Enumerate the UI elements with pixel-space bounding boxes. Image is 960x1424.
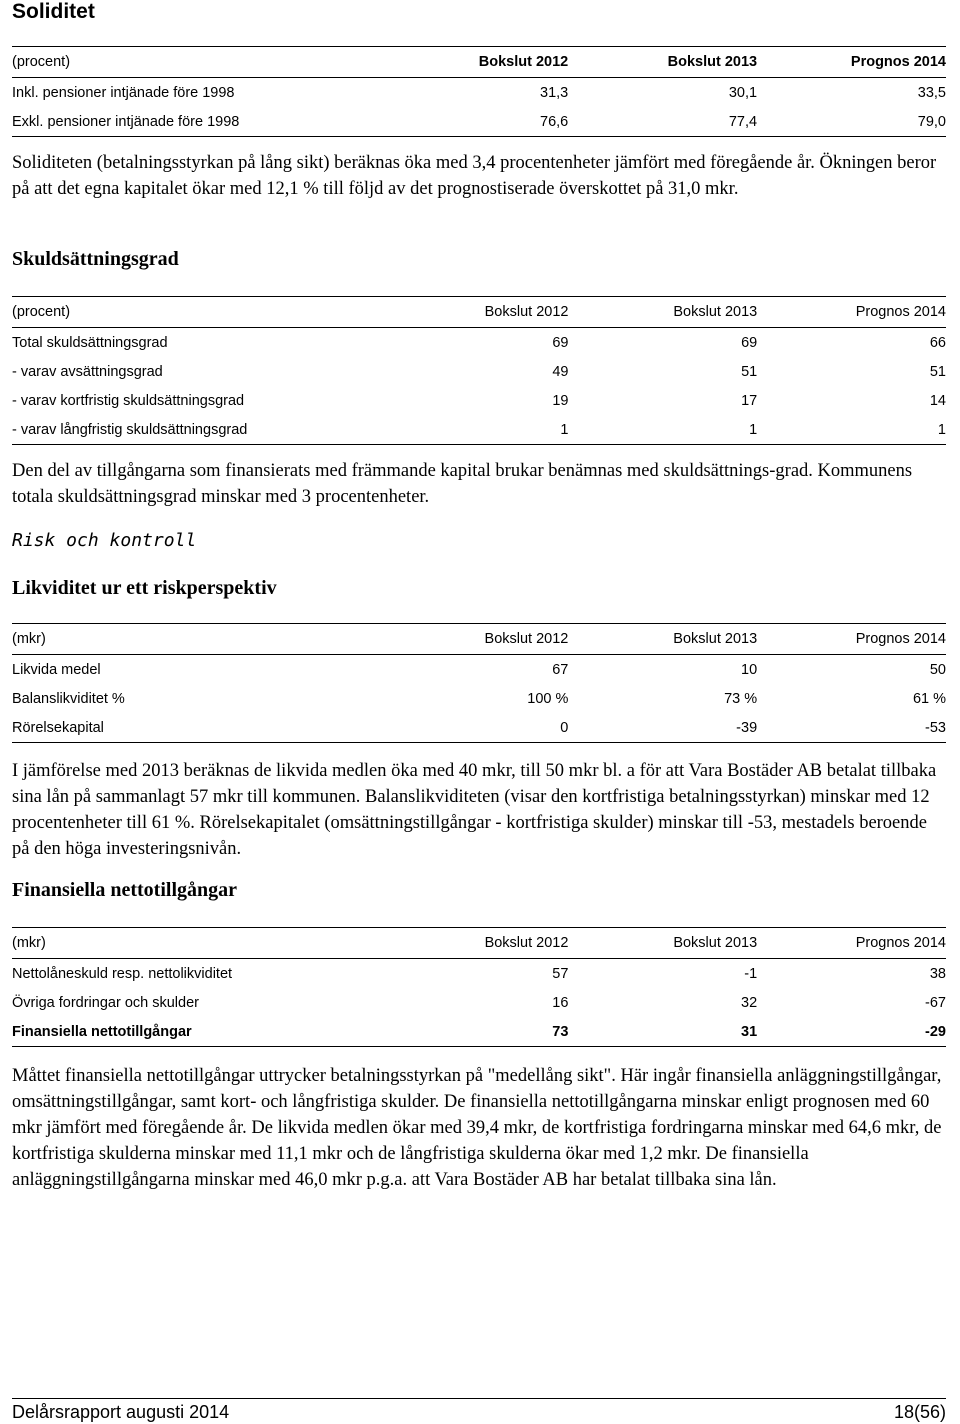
header-2014: Prognos 2014: [850, 54, 946, 70]
table-header-row: [12, 624, 946, 655]
cell-2012: 67: [552, 661, 569, 678]
page-footer: [12, 1402, 946, 1423]
row-label: Nettolåneskuld resp. nettolikviditet: [12, 965, 233, 982]
cell-2013: 31: [741, 1023, 758, 1040]
cell-2014: 66: [929, 334, 946, 351]
heading-soliditet: Soliditet: [12, 0, 95, 23]
skuld-table-wrap: [12, 296, 946, 445]
footer-page-number: 18(56): [893, 1402, 946, 1422]
cell-2013: 69: [741, 334, 758, 351]
table-header-row: [12, 928, 946, 959]
likviditet-paragraph: I jämförelse med 2013 beräknas de likvida medlen öka med 40 mkr, till 50 mkr bl. a för att Vara Bostäder AB betalat tillbaka sina lån på sammanlagt 57 mkr till kommunen. Balanslikviditeten (visar den kortfristiga betalningsstyrkan) minskar med 12 procentenheter till 61 %. Rörelsekapitalet (omsättningstillgångar - kortfristiga skulder) minskar till -53, mestadels beroende på den höga investeringsnivån.: [12, 761, 937, 859]
cell-2014: 38: [929, 965, 946, 982]
cell-2012: 19: [552, 392, 569, 409]
cell-2013: 77,4: [728, 113, 758, 130]
heading-finansiella-nettotillgangar: Finansiella nettotillgångar: [12, 879, 237, 901]
finansiella-paragraph: Måttet finansiella nettotillgångar uttrycker betalningsstyrkan på "medellång sikt". Här ingår finansiella anläggningstillgångar, omsättningstillgångar, samt kort- och långfristiga skulder. De finansiella nettotillgångarna minskar enligt prognosen med 60 mkr jämfört med föregående år. De likvida medlen ökar med 39,4 mkr, de kortfristiga fordringarna minskar med 64,6 mkr, de kortfristiga skulderna minskar med 11,1 mkr och de långfristiga skulderna ökar med 1,2 mkr. De finansiella anläggningstillgångarna minskar med 46,0 mkr p.g.a. att Vara Bostäder AB har betalat tillbaka sina lån.: [12, 1066, 942, 1190]
cell-2012: 16: [552, 994, 569, 1011]
header-2012: Bokslut 2012: [484, 631, 569, 647]
cell-2012: 69: [552, 334, 569, 351]
cell-2012: 1: [560, 421, 569, 438]
table-row: [12, 386, 946, 415]
header-2014: Prognos 2014: [855, 304, 946, 320]
cell-2012: 100 %: [527, 690, 569, 707]
skuld-table: [12, 296, 946, 445]
heading-risk-och-kontroll: Risk och kontroll: [12, 530, 197, 551]
table-row: [12, 328, 946, 358]
header-unit: (mkr): [12, 631, 46, 647]
table-header-row: [12, 47, 946, 78]
cell-2013: 17: [741, 392, 758, 409]
header-2014: Prognos 2014: [855, 631, 946, 647]
table-row: [12, 988, 946, 1017]
header-2014: Prognos 2014: [855, 935, 946, 951]
cell-2014: -67: [925, 994, 946, 1011]
header-unit: (procent): [12, 304, 71, 320]
cell-2014: 79,0: [917, 113, 946, 130]
cell-2014: -29: [925, 1023, 946, 1040]
header-2013: Bokslut 2013: [673, 631, 758, 647]
header-unit: (mkr): [12, 935, 46, 951]
cell-2012: 0: [560, 719, 569, 736]
finansiella-table-wrap: [12, 927, 946, 1047]
cell-2013: 10: [741, 661, 758, 678]
footer-divider: [12, 1398, 946, 1399]
row-label: Likvida medel: [12, 661, 101, 678]
header-2013: Bokslut 2013: [667, 54, 758, 70]
likviditet-table-wrap: [12, 623, 946, 743]
cell-2013: 73 %: [724, 690, 758, 707]
finansiella-table: [12, 927, 946, 1047]
header-2013: Bokslut 2013: [673, 304, 758, 320]
soliditet-table-wrap: [12, 46, 946, 137]
table-row: [12, 415, 946, 445]
table-header-row: [12, 297, 946, 328]
cell-2012: 73: [552, 1023, 569, 1040]
row-label: - varav avsättningsgrad: [12, 363, 163, 380]
cell-2014: 50: [929, 661, 946, 678]
row-label: Balanslikviditet %: [12, 690, 125, 707]
row-label: Inkl. pensioner intjänade före 1998: [12, 84, 235, 101]
cell-2013: 32: [741, 994, 758, 1011]
cell-2013: 51: [741, 363, 758, 380]
row-label: Övriga fordringar och skulder: [12, 994, 199, 1011]
soliditet-paragraph: Soliditeten (betalningsstyrkan på lång sikt) beräknas öka med 3,4 procentenheter jämfört med föregående år. Ökningen beror på att det egna kapitalet ökar med 12,1 % till följd av det prognostiserade överskottet på 31,0 mkr.: [12, 153, 937, 199]
cell-2014: 33,5: [917, 84, 946, 101]
row-label: Finansiella nettotillgångar: [12, 1023, 192, 1040]
cell-2012: 49: [552, 363, 569, 380]
header-2013: Bokslut 2013: [673, 935, 758, 951]
footer-report-title: Delårsrapport augusti 2014: [12, 1402, 230, 1422]
cell-2014: -53: [925, 719, 946, 736]
soliditet-table: [12, 46, 946, 137]
cell-2013: -39: [736, 719, 758, 736]
table-row-total: [12, 1017, 946, 1047]
cell-2012: 76,6: [540, 113, 569, 130]
row-label: - varav kortfristig skuldsättningsgrad: [12, 392, 245, 409]
cell-2012: 31,3: [540, 84, 569, 101]
cell-2012: 57: [552, 965, 569, 982]
row-label: - varav långfristig skuldsättningsgrad: [12, 421, 248, 438]
table-row: [12, 357, 946, 386]
cell-2014: 61 %: [912, 690, 946, 707]
skuld-paragraph: Den del av tillgångarna som finansierats med främmande kapital brukar benämnas med skuldsättnings-grad. Kommunens totala skuldsättningsgrad minskar med 3 procentenheter.: [12, 461, 913, 507]
likviditet-table: [12, 623, 946, 743]
row-label: Exkl. pensioner intjänade före 1998: [12, 113, 240, 130]
table-row: [12, 78, 946, 108]
cell-2014: 51: [929, 363, 946, 380]
header-2012: Bokslut 2012: [484, 304, 569, 320]
table-row: [12, 713, 946, 743]
row-label: Rörelsekapital: [12, 719, 104, 736]
cell-2014: 14: [929, 392, 946, 409]
header-2012: Bokslut 2012: [484, 935, 569, 951]
cell-2013: 1: [749, 421, 758, 438]
header-2012: Bokslut 2012: [478, 54, 569, 70]
header-unit: (procent): [12, 54, 71, 70]
heading-likviditet: Likviditet ur ett riskperspektiv: [12, 577, 277, 599]
cell-2013: -1: [744, 965, 758, 982]
row-label: Total skuldsättningsgrad: [12, 334, 168, 351]
cell-2013: 30,1: [728, 84, 758, 101]
heading-skuldsattningsgrad: Skuldsättningsgrad: [12, 248, 179, 270]
table-row: [12, 684, 946, 713]
table-row: [12, 959, 946, 989]
table-row: [12, 107, 946, 137]
table-row: [12, 655, 946, 685]
cell-2014: 1: [937, 421, 946, 438]
